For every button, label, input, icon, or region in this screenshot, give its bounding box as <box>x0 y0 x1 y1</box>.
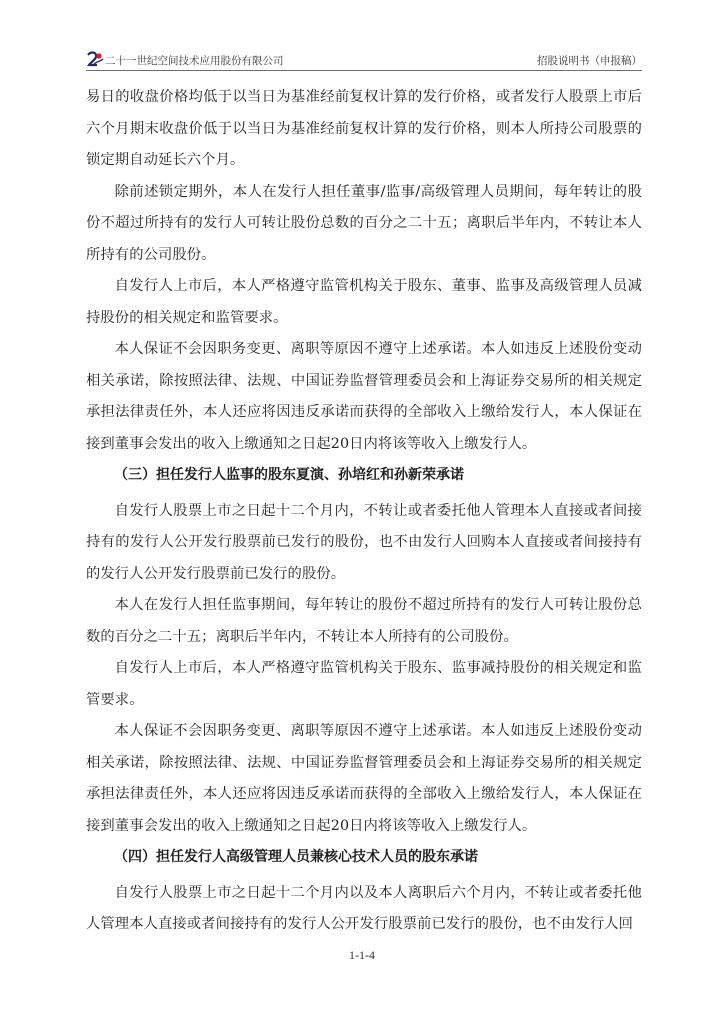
section-heading-3: （三）担任发行人监事的股东夏演、孙培红和孙新荣承诺 <box>114 467 464 483</box>
page-number: 1-1-4 <box>349 948 375 962</box>
paragraph: 除前述锁定期外，本人在发行人担任董事/监事/高级管理人员期间，每年转让的股份不超过所持有的发行人可转让股份总数的百分之二十五；离职后半年内，不转让本人所持有的公司股份。 <box>86 183 642 263</box>
paragraph: 本人在发行人担任监事期间，每年转让的股份不超过所持有的发行人可转让股份总数的百分之二十五；离职后半年内，不转让本人所持有的公司股份。 <box>86 597 642 645</box>
paragraph: 自发行人上市后，本人严格遵守监管机构关于股东、董事、监事及高级管理人员减持股份的相关规定和监管要求。 <box>86 278 642 326</box>
paragraph-continued: 易日的收盘价格均低于以当日为基准经前复权计算的发行价格，或者发行人股票上市后六个月期末收盘价低于以当日为基准经前复权计算的发行价格，则本人所持公司股票的锁定期自动延长六个月。 <box>86 89 642 168</box>
document-body <box>86 82 642 941</box>
section-heading-4: （四）担任发行人高级管理人员兼核心技术人员的股东承诺 <box>114 849 478 865</box>
paragraph: 自发行人股票上市之日起十二个月内，不转让或者委托他人管理本人直接或者间接持有的发行人公开发行股票前已发行的股份，也不由发行人回购本人直接或者间接持有的发行人公开发行股票前已发行的股份。 <box>86 502 642 582</box>
company-name: 二十一世纪空间技术应用股份有限公司 <box>105 55 284 67</box>
document-type: 招股说明书（申报稿） <box>537 55 642 67</box>
company-logo-icon <box>86 51 104 67</box>
paragraph: 本人保证不会因职务变更、离职等原因不遵守上述承诺。本人如违反上述股份变动相关承诺，除按照法律、法规、中国证券监督管理委员会和上海证券交易所的相关规定承担法律责任外，本人还应将因违反承诺而获得的全部收入上缴给发行人，本人保证在接到董事会发出的收入上缴通知之日起20日内将该等收入上缴发行人。 <box>86 341 642 452</box>
paragraph: 自发行人股票上市之日起十二个月内以及本人离职后六个月内，不转让或者委托他人管理本人直接或者间接持有的发行人公开发行股票前已发行的股份，也不由发行人回 <box>86 884 642 932</box>
paragraph: 本人保证不会因职务变更、离职等原因不遵守上述承诺。本人如违反上述股份变动相关承诺，除按照法律、法规、中国证券监督管理委员会和上海证券交易所的相关规定承担法律责任外，本人还应将因违反承诺而获得的全部收入上缴给发行人，本人保证在接到董事会发出的收入上缴通知之日起20日内将该等收入上缴发行人。 <box>86 723 642 834</box>
paragraph: 自发行人上市后，本人严格遵守监管机构关于股东、监事减持股份的相关规定和监管要求。 <box>86 660 642 708</box>
page-header <box>86 50 642 71</box>
